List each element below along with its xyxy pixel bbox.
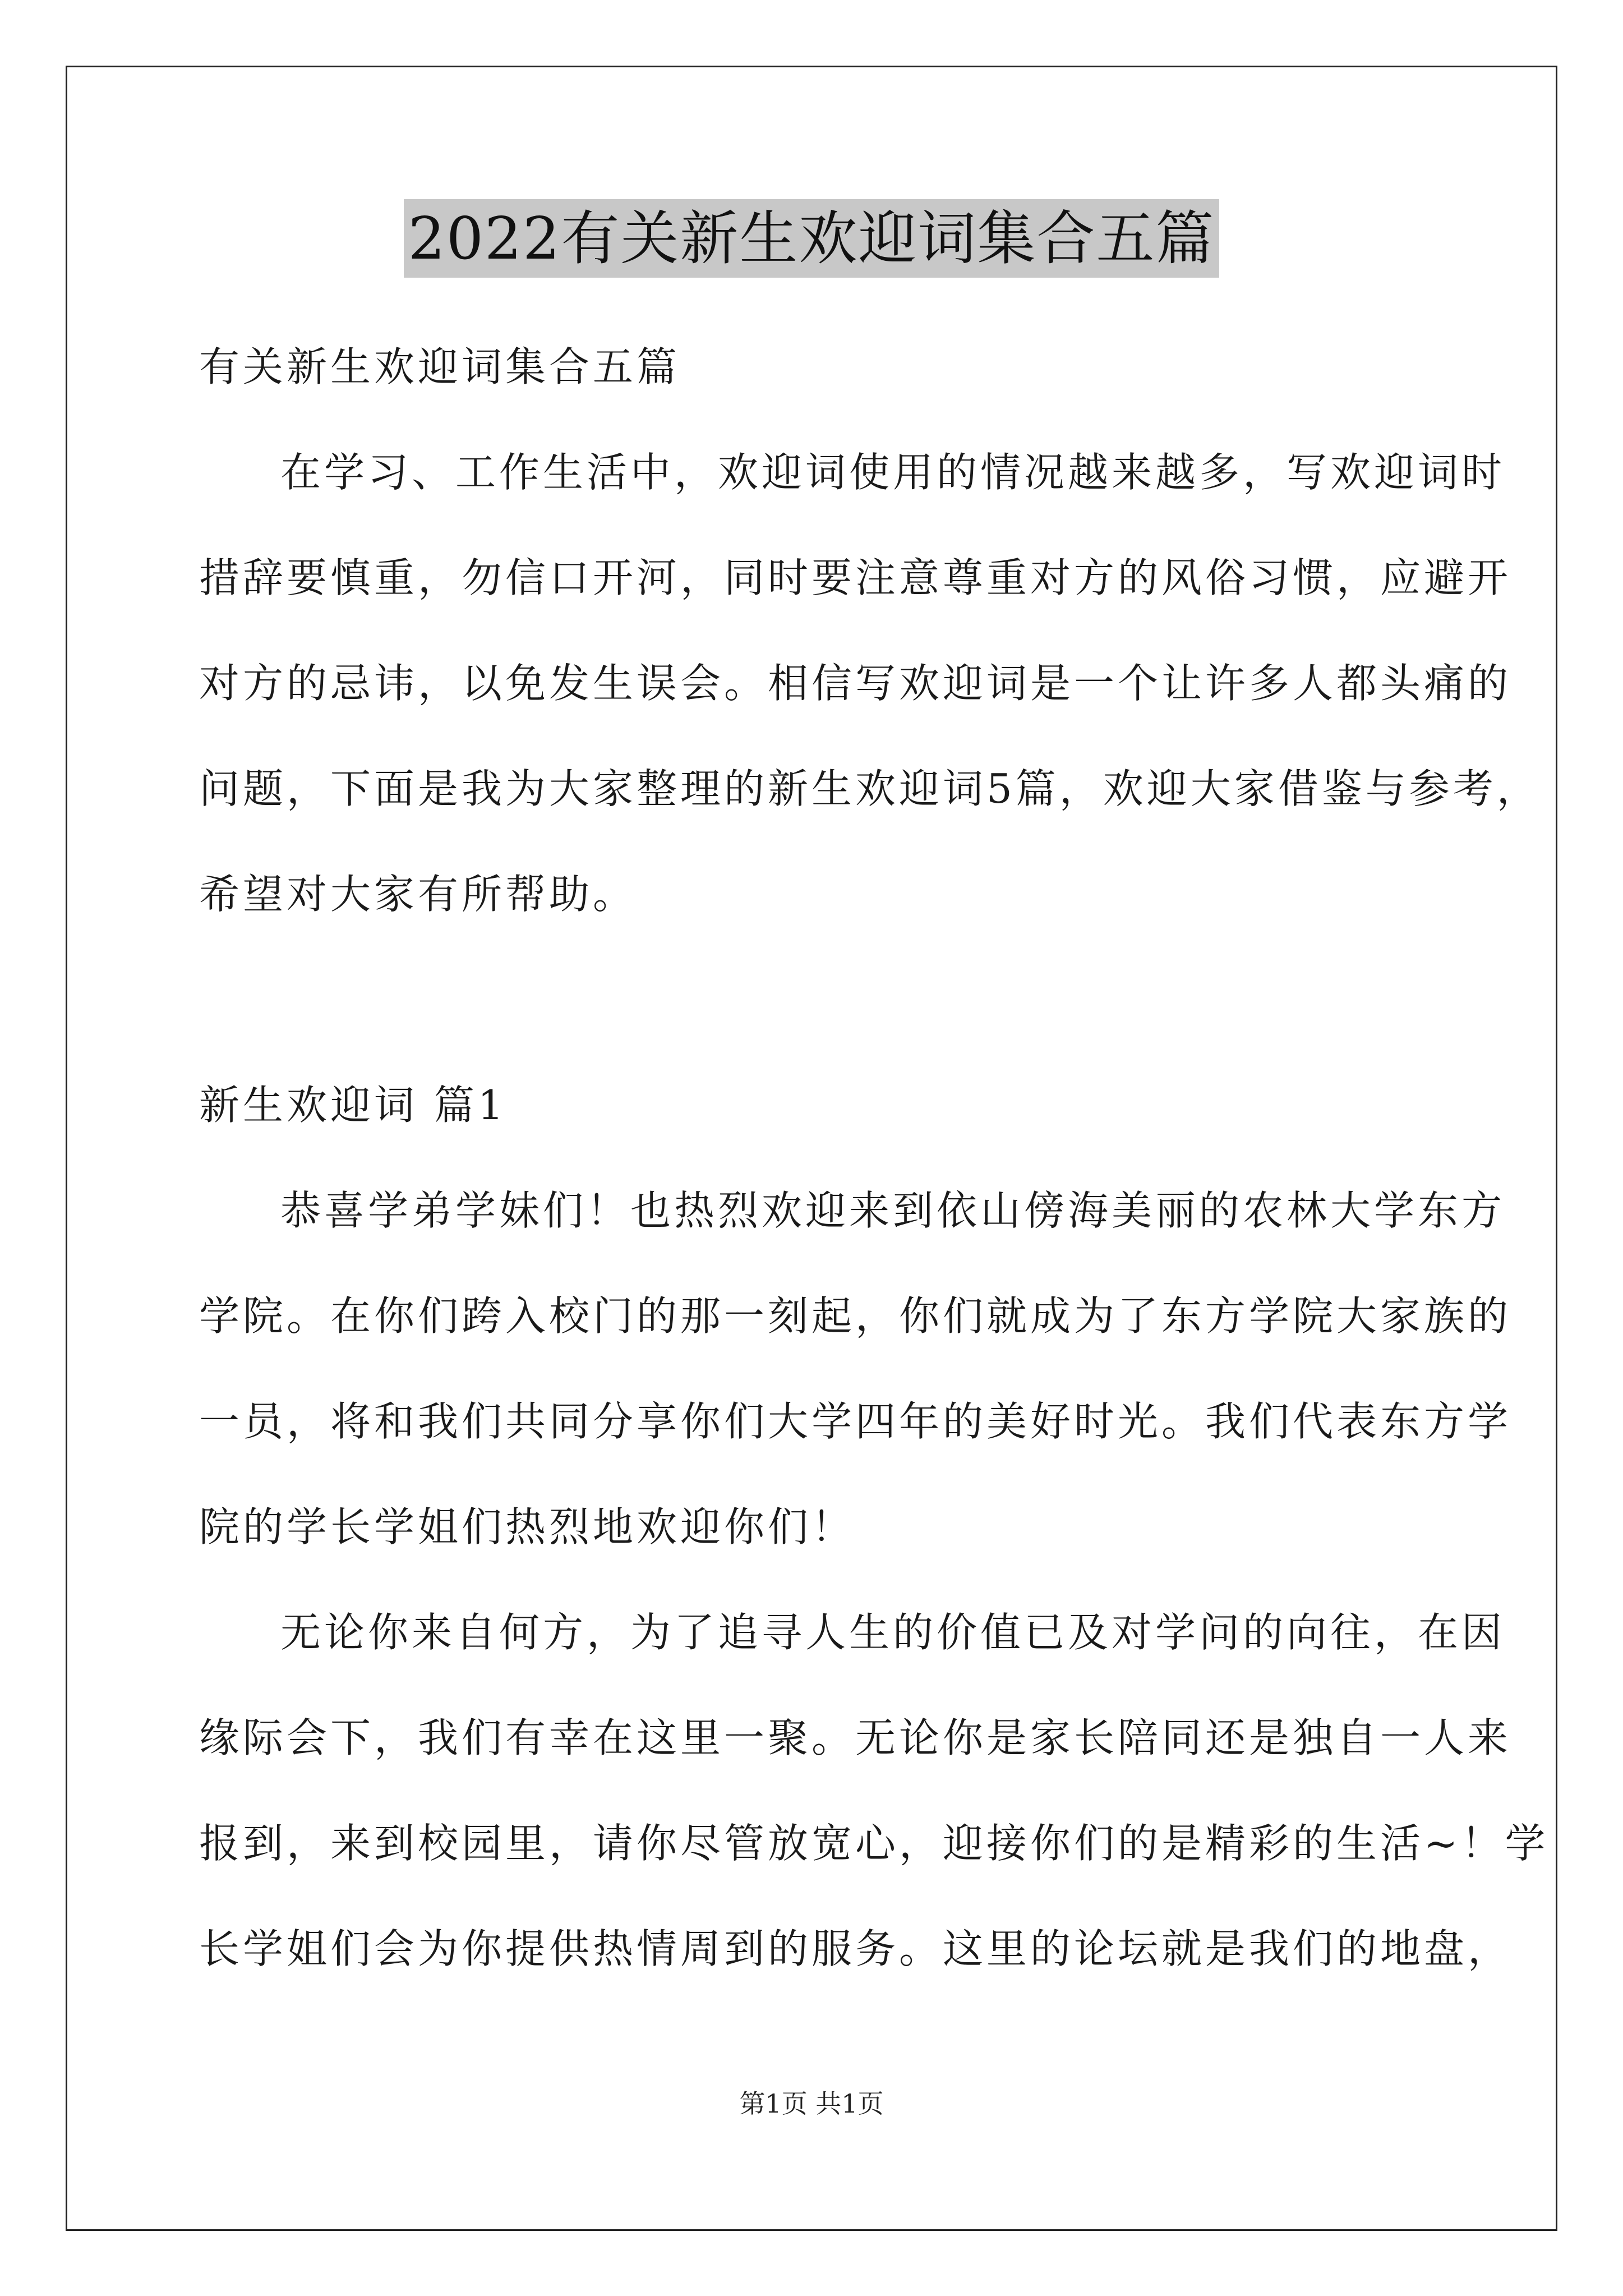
section-gap: [199, 947, 1472, 1052]
paragraph-1: [199, 1158, 1512, 1580]
intro-paragraph: [199, 420, 1541, 947]
text-line: 学院。在你们跨入校门的那一刻起，你们就成为了东方学院大家族的: [199, 1292, 1512, 1340]
text-line: 缘际会下，我们有幸在这里一聚。无论你是家长陪同还是独自一人来: [199, 1714, 1512, 1761]
document-title: 2022有关新生欢迎词集合五篇: [404, 199, 1220, 278]
document-body: [199, 314, 1549, 2001]
text-line: 问题，下面是我为大家整理的新生欢迎词5篇，欢迎大家借鉴与参考，: [199, 765, 1541, 812]
page-footer: 第1页 共1页: [739, 2088, 884, 2119]
text-line: 报到，来到校园里，请你尽管放宽心，迎接你们的是精彩的生活~！学: [199, 1820, 1549, 1867]
text-line: 长学姐们会为你提供热情周到的服务。这里的论坛就是我们的地盘，: [199, 1925, 1512, 1972]
text-line: 在学习、工作生活中，欢迎词使用的情况越来越多，写欢迎词时: [280, 449, 1506, 496]
section-heading: 新生欢迎词 篇1: [199, 1082, 507, 1129]
text-line: 措辞要慎重，勿信口开河，同时要注意尊重对方的风俗习惯，应避开: [199, 554, 1512, 601]
paragraph-2: [199, 1580, 1549, 2001]
document-subtitle: 有关新生欢迎词集合五篇: [199, 343, 681, 390]
text-line: 恭喜学弟学妹们！也热烈欢迎来到依山傍海美丽的农林大学东方: [280, 1187, 1506, 1234]
title-wrap: [0, 199, 1623, 278]
text-line: 希望对大家有所帮助。: [199, 871, 637, 918]
text-line: 无论你来自何方，为了追寻人生的价值已及对学问的向往，在因: [280, 1609, 1506, 1656]
text-line: 院的学长学姐们热烈地欢迎你们！: [199, 1503, 856, 1550]
text-line: 一员，将和我们共同分享你们大学四年的美好时光。我们代表东方学: [199, 1398, 1512, 1445]
text-line: 对方的忌讳，以免发生误会。相信写欢迎词是一个让许多人都头痛的: [199, 660, 1512, 707]
